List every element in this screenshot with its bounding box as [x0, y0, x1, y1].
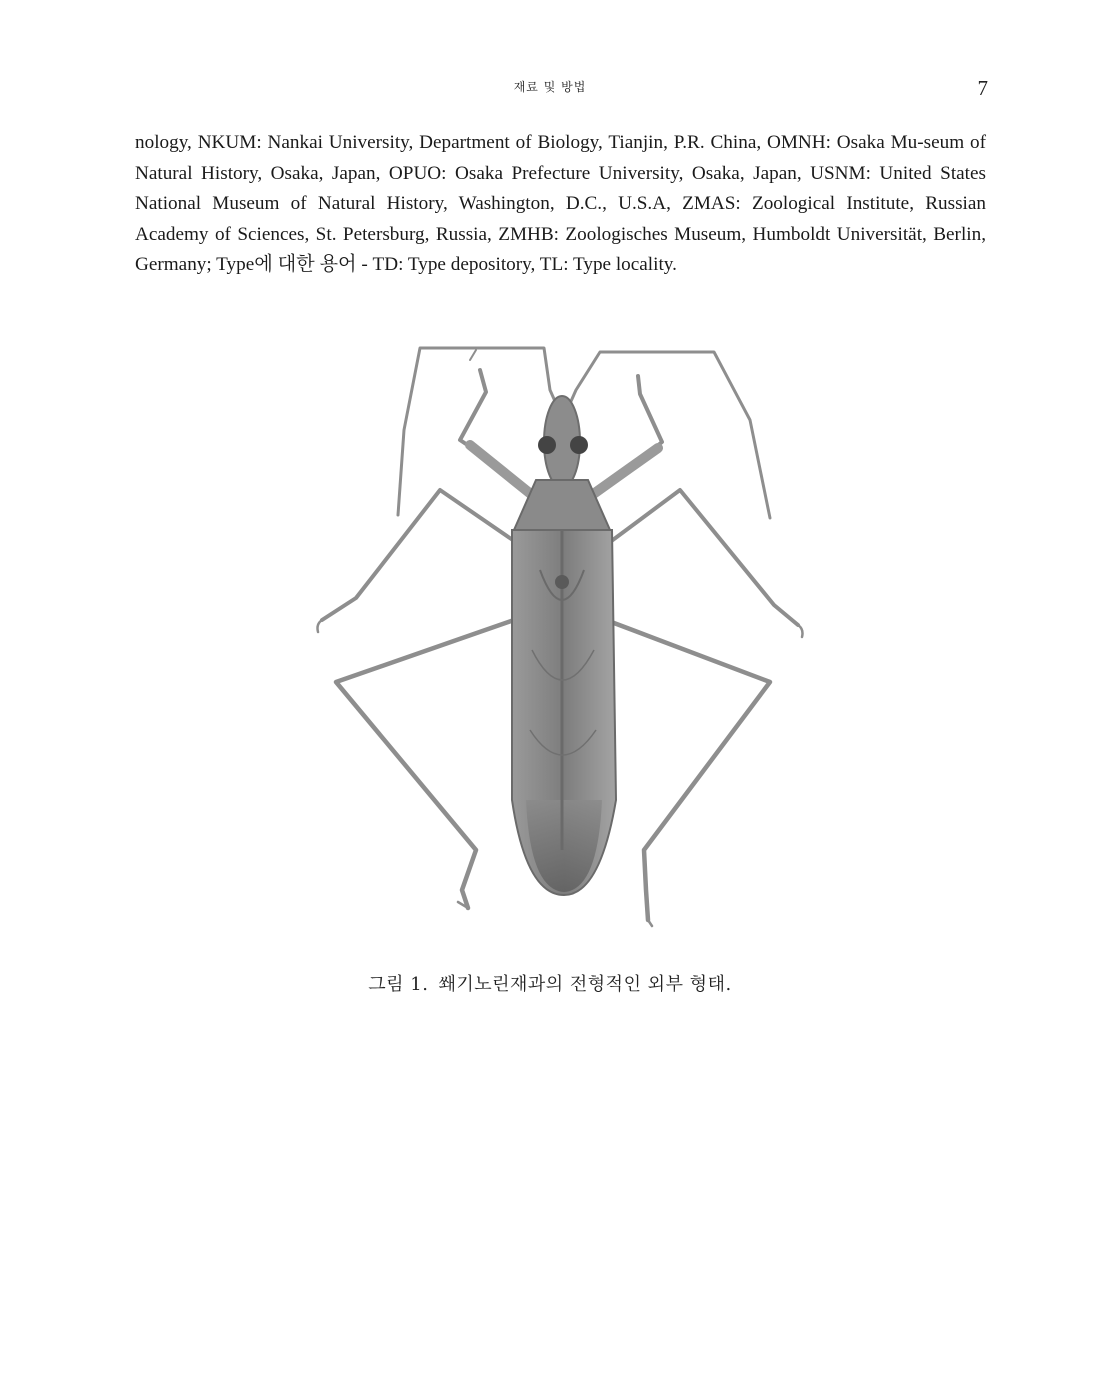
figure-caption-label: 그림 1. [368, 974, 429, 995]
figure-caption [0, 970, 1100, 996]
figure-caption-text: 쐐기노린재과의 전형적인 외부 형태. [438, 974, 732, 995]
insect-specimen-image [300, 330, 820, 940]
insect-eye-left [538, 436, 556, 454]
insect-eye-right [570, 436, 588, 454]
figure-1 [300, 330, 820, 940]
body-paragraph: nology, NKUM: Nankai University, Department of Biology, Tianjin, P.R. China, OMNH: Osaka Mu-seum of Natural History, Osaka, Japan, OPUO: Osaka Prefecture University, Osaka, Japan, USNM: United States National Museum of Natural History, Washington, D.C., U.S.A, ZMAS: Zoological Institute, Russian Academy of Sciences, St. Petersburg, Russia, ZMHB: Zoologisches Museum, Humboldt Universität, Berlin, Germany; Type에 대한 용어 - TD: Type depository, TL: Type locality. [135, 132, 986, 275]
running-header: 재료 및 방법 [513, 80, 587, 94]
page-number: 7 [977, 76, 988, 100]
